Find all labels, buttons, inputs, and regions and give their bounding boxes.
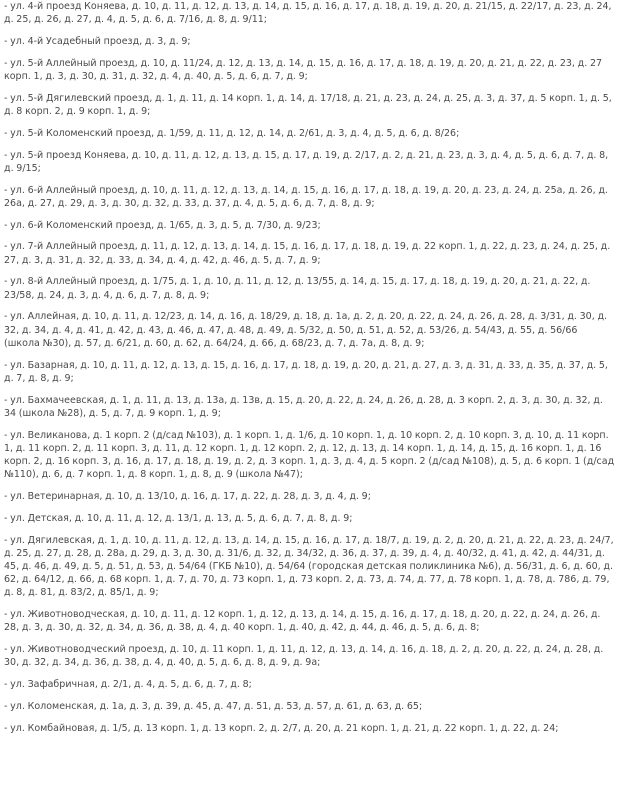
address-entry: - ул. Коломенская, д. 1а, д. 3, д. 39, д. 45, д. 47, д. 51, д. 53, д. 57, д. 61, д. 63, д. 65;	[4, 701, 423, 712]
address-entry: - ул. Детская, д. 10, д. 11, д. 12, д. 13/1, д. 13, д. 5, д. 6, д. 7, д. 8, д. 9;	[4, 512, 353, 524]
address-entry: - ул. 5-й Коломенский проезд, д. 1/59, д. 11, д. 12, д. 14, д. 2/61, д. 3, д. 4, д. 5, д. 6, д. 8/26;	[4, 127, 460, 139]
address-entry: - ул. 4-й Усадебный проезд, д. 3, д. 9;	[4, 36, 191, 47]
address-entry: - ул. Великанова, д. 1 корп. 2 (д/сад №103), д. 1 корп. 1, д. 1/6, д. 10 корп. 1, д. 10 корп. 2, д. 10 корп. 3, д. 10, д. 11 корп. 1, д. 11 корп. 2, д. 11 корп. 3, д. 11, д. 12 корп. 1, д. 12 корп. 2, д. 12, д. 13, д. 14 корп. 1, д. 14, д. 15, д. 16 корп. 1, д. 16 корп. 2, д. 16 корп. 3, д. 16, д. 17, д. 18, д. 19, д. 2, д. 3 корп. 1, д. 3, д. 4, д. 5 корп. 2 (д/сад №108), д. 5, д. 6 корп. 1 (д/сад №110), д. 6, д. 7 корп. 1, д. 8 корп. 1, д. 8, д. 9 (школа №47);	[4, 429, 615, 481]
address-entry: - ул. 7-й Аллейный проезд, д. 11, д. 12, д. 13, д. 14, д. 15, д. 16, д. 17, д. 18, д. 19, д. 22 корп. 1, д. 22, д. 23, д. 24, д. 25, д. 27, д. 3, д. 31, д. 32, д. 33, д. 34, д. 4, д. 42, д. 46, д. 5, д. 7, д. 9;	[4, 241, 611, 266]
address-entry: - ул. 5-й проезд Коняева, д. 10, д. 11, д. 12, д. 13, д. 15, д. 17, д. 19, д. 2/17, д. 2, д. 21, д. 23, д. 3, д. 4, д. 5, д. 6, д. 7, д. 8, д. 9/15;	[4, 149, 609, 174]
address-entry: - ул. Аллейная, д. 10, д. 11, д. 12/23, д. 14, д. 16, д. 18/29, д. 18, д. 1а, д. 2, д. 20, д. 22, д. 24, д. 26, д. 28, д. 3/31, д. 30, д. 32, д. 34, д. 4, д. 41, д. 42, д. 43, д. 46, д. 47, д. 48, д. 49, д. 5/32, д. 50, д. 51, д. 52, д. 53/26, д. 54/43, д. 55, д. 56/66 (школа №30), д. 57, д. 6/21, д. 60, д. 62, д. 64/24, д. 66, д. 68/23, д. 7, д. 7а, д. 8, д. 9;	[4, 311, 608, 349]
address-entry: - ул. Зафабричная, д. 2/1, д. 4, д. 5, д. 6, д. 7, д. 8;	[4, 679, 252, 691]
address-entry: - ул. 8-й Аллейный проезд, д. 1/75, д. 1, д. 10, д. 11, д. 12, д. 13/55, д. 14, д. 15, д. 17, д. 18, д. 19, д. 20, д. 21, д. 22, д. 23/58, д. 24, д. 3, д. 4, д. 6, д. 7, д. 8, д. 9;	[4, 276, 591, 301]
address-entry: - ул. Бахмачеевская, д. 1, д. 11, д. 13, д. 13а, д. 13в, д. 15, д. 20, д. 22, д. 24, д. 26, д. 28, д. 3 корп. 2, д. 3, д. 30, д. 32, д. 34 (школа №28), д. 5, д. 7, д. 9 корп. 1, д. 9;	[4, 394, 603, 419]
address-entry: - ул. Ветеринарная, д. 10, д. 13/10, д. 16, д. 17, д. 22, д. 28, д. 3, д. 4, д. 9;	[4, 491, 371, 502]
address-entry: - ул. Базарная, д. 10, д. 11, д. 12, д. 13, д. 15, д. 16, д. 17, д. 18, д. 19, д. 20, д. 21, д. 27, д. 3, д. 31, д. 33, д. 35, д. 37, д. 5, д. 7, д. 8, д. 9;	[4, 359, 608, 384]
address-entry: - ул. Комбайновая, д. 1/5, д. 13 корп. 1, д. 13 корп. 2, д. 2/7, д. 20, д. 21 корп. 1, д. 21, д. 22 корп. 1, д. 22, д. 24;	[4, 722, 559, 734]
address-entry: - ул. 6-й Аллейный проезд, д. 10, д. 11, д. 12, д. 13, д. 14, д. 15, д. 16, д. 17, д. 18, д. 19, д. 20, д. 23, д. 24, д. 25а, д. 26, д. 26а, д. 27, д. 29, д. 3, д. 30, д. 32, д. 33, д. 37, д. 4, д. 5, д. 6, д. 7, д. 8, д. 9;	[4, 184, 608, 209]
address-entry: - ул. Дягилевская, д. 1, д. 10, д. 11, д. 12, д. 13, д. 14, д. 15, д. 16, д. 17, д. 18/7, д. 19, д. 2, д. 20, д. 21, д. 22, д. 23, д. 24/7, д. 25, д. 27, д. 28, д. 28а, д. 29, д. 3, д. 30, д. 31/6, д. 32, д. 34/32, д. 36, д. 37, д. 39, д. 4, д. 40/32, д. 41, д. 42, д. 44/31, д. 45, д. 46, д. 49, д. 5, д. 51, д. 53, д. 54/64 (ГКБ №10), д. 54/64 (городская детская поликлиника №6), д. 56/31, д. 6, д. 60, д. 62, д. 64/12, д. 66, д. 68 корп. 1, д. 7, д. 70, д. 73 корп. 1, д. 73 корп. 2, д. 73, д. 74, д. 77, д. 78 корп. 1, д. 78, д. 786, д. 79, д. 8, д. 81, д. 83/2, д. 85/1, д. 9;	[4, 534, 614, 599]
address-entry: - ул. Животноводческий проезд, д. 10, д. 11 корп. 1, д. 11, д. 12, д. 13, д. 14, д. 16, д. 18, д. 2, д. 20, д. 22, д. 24, д. 28, д. 30, д. 32, д. 34, д. 36, д. 38, д. 4, д. 40, д. 5, д. 6, д. 8, д. 9, д. 9а;	[4, 644, 604, 669]
address-entry: - ул. 4-й проезд Коняева, д. 10, д. 11, д. 12, д. 13, д. 14, д. 15, д. 16, д. 17, д. 18, д. 19, д. 20, д. 21/15, д. 22/17, д. 23, д. 24, д. 25, д. 26, д. 27, д. 4, д. 5, д. 6, д. 7/16, д. 8, д. 9/11;	[4, 1, 612, 26]
address-entry: - ул. 5-й Дягилевский проезд, д. 1, д. 11, д. 14 корп. 1, д. 14, д. 17/18, д. 21, д. 23, д. 24, д. 25, д. 3, д. 37, д. 5 корп. 1, д. 5, д. 8 корп. 2, д. 9 корп. 1, д. 9;	[4, 92, 612, 117]
address-entry: - ул. 6-й Коломенский проезд, д. 1/65, д. 3, д. 5, д. 7/30, д. 9/23;	[4, 219, 321, 231]
address-entry: - ул. Животноводческая, д. 10, д. 11, д. 12 корп. 1, д. 12, д. 13, д. 14, д. 15, д. 16, д. 17, д. 18, д. 20, д. 22, д. 24, д. 26, д. 28, д. 3, д. 30, д. 32, д. 34, д. 36, д. 38, д. 4, д. 40 корп. 1, д. 40, д. 42, д. 44, д. 46, д. 5, д. 6, д. 8;	[4, 609, 601, 634]
address-entry: - ул. 5-й Аллейный проезд, д. 10, д. 11/24, д. 12, д. 13, д. 14, д. 15, д. 16, д. 17, д. 18, д. 19, д. 20, д. 21, д. 22, д. 23, д. 27 корп. 1, д. 3, д. 30, д. 31, д. 32, д. 4, д. 40, д. 5, д. 6, д. 7, д. 9;	[4, 57, 603, 82]
